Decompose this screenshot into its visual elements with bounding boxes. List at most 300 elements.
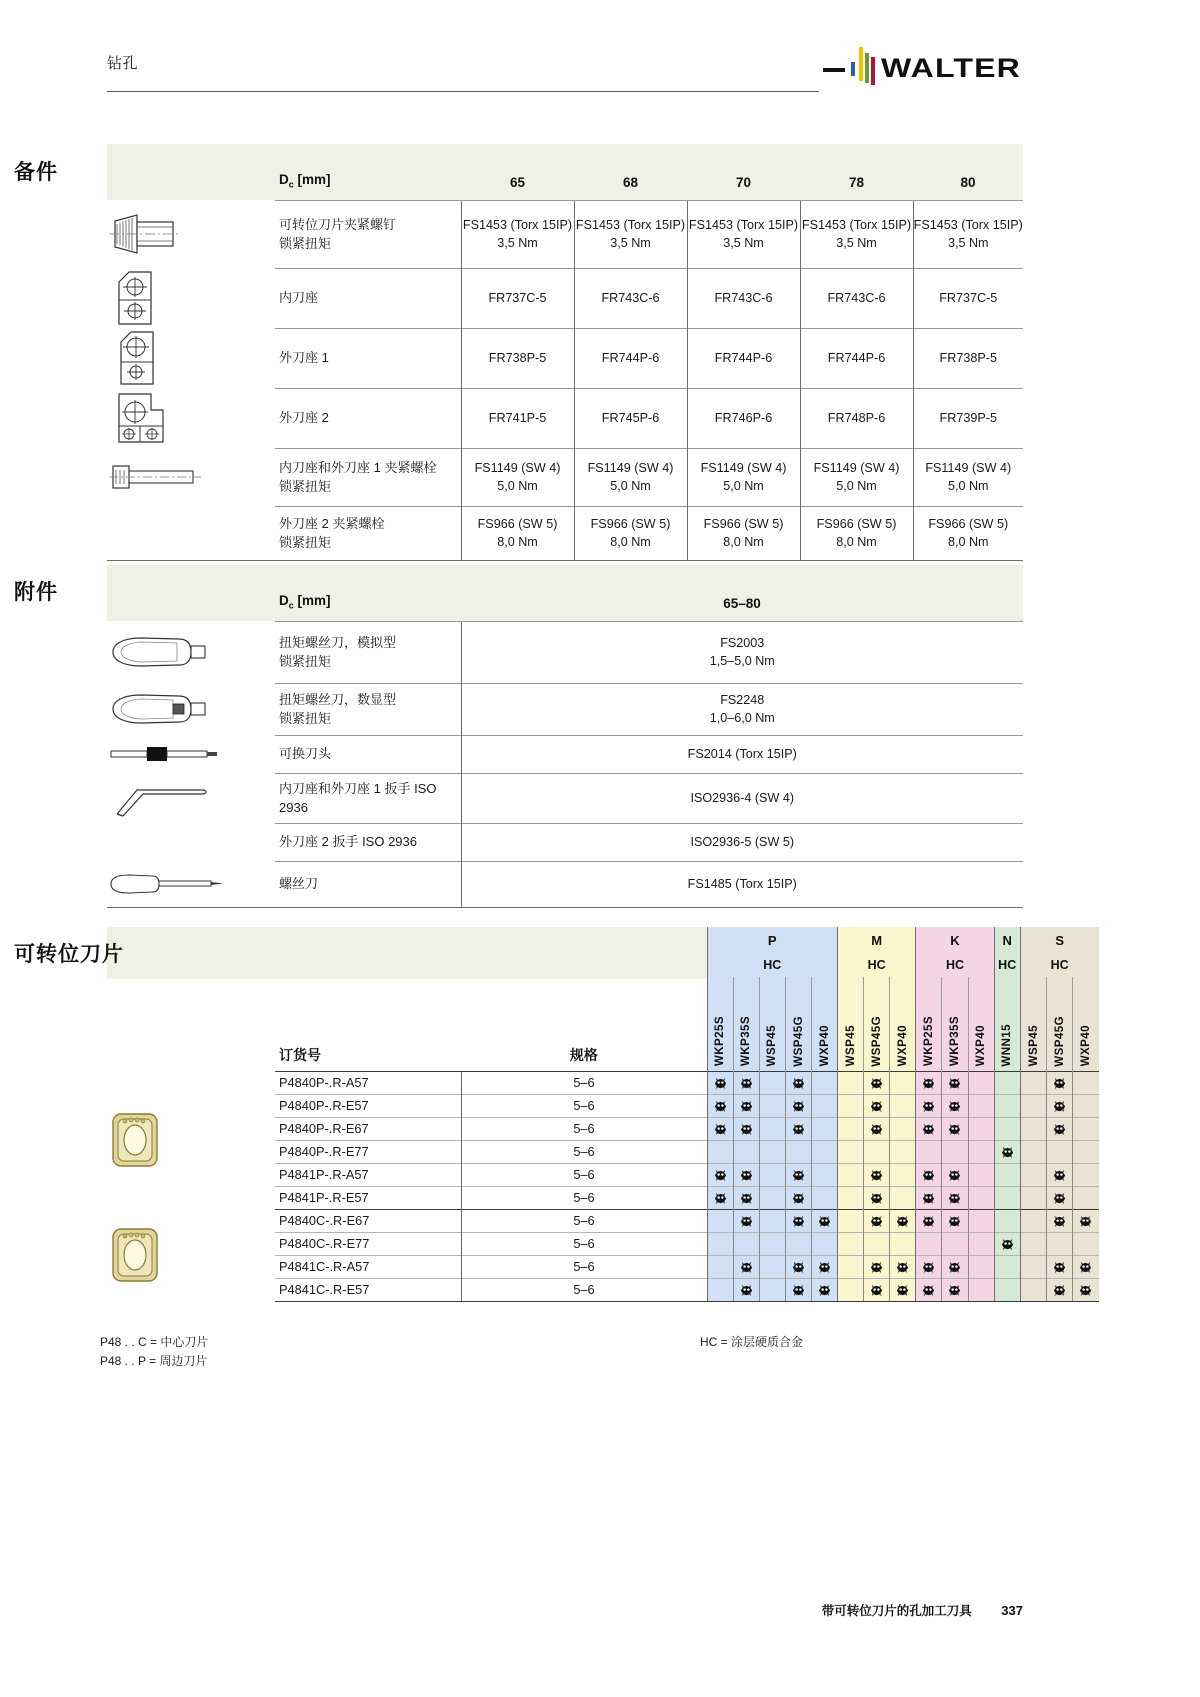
v2: 5,0 Nm [836, 479, 877, 493]
suitability-mark-icon [739, 1076, 754, 1091]
acc-desc-5-l1: 螺丝刀 [279, 876, 319, 892]
insert-mark-cell [733, 1278, 759, 1301]
spare-cell-5-3 [800, 506, 913, 560]
suitability-mark-icon [791, 1214, 806, 1229]
v: FS1149 (SW 4) [925, 460, 1012, 475]
v2: 3,5 Nm [723, 236, 764, 250]
insert-mark-cell [968, 1278, 994, 1301]
insert-mark-cell [759, 1071, 785, 1094]
suitability-mark-icon [1052, 1076, 1067, 1091]
insert-mark-cell [994, 1094, 1020, 1117]
spare-cell-3-3: FR748P-6 [800, 388, 913, 448]
spare-cell-1-3: FR743C-6 [800, 268, 913, 328]
insert-mark-cell [968, 1255, 994, 1278]
suitability-mark-icon [713, 1099, 728, 1114]
insert-mark-cell [916, 1278, 942, 1301]
v: FS1453 (Torx 15IP) [462, 217, 573, 232]
spare-row-desc-4-l2: 锁紧扭矩 [279, 479, 332, 494]
suitability-mark-icon [791, 1122, 806, 1137]
insert-mark-cell [785, 1278, 811, 1301]
insert-mark-cell [733, 1140, 759, 1163]
spare-cell-2-2: FR744P-6 [687, 328, 800, 388]
insert-grade-wsp45 [759, 977, 785, 1071]
spare-cell-2-3: FR744P-6 [800, 328, 913, 388]
suitability-mark-icon [1052, 1191, 1067, 1206]
insert-mark-cell [1020, 1163, 1046, 1186]
insert-grade-label: WKP35S [948, 1016, 962, 1067]
hc-spacer-order [275, 953, 461, 977]
spare-row-desc-0 [275, 200, 461, 268]
inserts-group-row [107, 927, 1099, 953]
spare-row-desc-5 [275, 506, 461, 560]
insert-group-s: S [1020, 927, 1098, 953]
insert-mark-cell [1072, 1094, 1098, 1117]
spare-cell-2-4: FR738P-5 [913, 328, 1023, 388]
suitability-mark-icon [869, 1076, 884, 1091]
insert-group-m: M [838, 927, 916, 953]
note-hc: HC = 涂层硬质合金 [700, 1335, 804, 1349]
insert-mark-cell [1046, 1163, 1072, 1186]
v: FS966 (SW 5) [928, 516, 1009, 531]
suitability-mark-icon [1078, 1283, 1093, 1298]
suitability-mark-icon [895, 1260, 910, 1275]
insert-group-m-sub: HC [838, 953, 916, 977]
v2: 5,0 Nm [723, 479, 764, 493]
v: FS1149 (SW 4) [813, 460, 900, 475]
countersunk-screw-cell [107, 200, 275, 268]
insert-mark-cell [785, 1186, 811, 1209]
acc-desc-3 [275, 773, 461, 823]
spare-row-5-icon-cell [107, 506, 275, 560]
insert-grade-wsp45g [864, 977, 890, 1071]
clamping-bolt-icon [107, 460, 247, 494]
insert-grade-wkp35s [733, 977, 759, 1071]
insert-mark-cell [968, 1163, 994, 1186]
grp-spacer-icon [107, 927, 275, 953]
v2: 5,0 Nm [610, 479, 651, 493]
suitability-mark-icon [869, 1214, 884, 1229]
insert-mark-cell [890, 1232, 916, 1255]
spec-header-label: 规格 [569, 1046, 598, 1063]
suitability-mark-icon [921, 1099, 936, 1114]
insert-mark-cell [916, 1117, 942, 1140]
spare-cell-1-0: FR737C-5 [461, 268, 574, 328]
insert-mark-cell [838, 1186, 864, 1209]
v: FS1453 (Torx 15IP) [801, 217, 912, 232]
clamping-bolt-cell [107, 448, 275, 506]
insert-grade-wkp35s [942, 977, 968, 1071]
suitability-mark-icon [869, 1099, 884, 1114]
suitability-mark-icon [869, 1260, 884, 1275]
insert-mark-cell [811, 1232, 837, 1255]
insert-mark-cell [759, 1232, 785, 1255]
insert-mark-cell [916, 1186, 942, 1209]
insert-mark-cell [994, 1163, 1020, 1186]
insert-mark-cell [916, 1255, 942, 1278]
insert-mark-cell [916, 1094, 942, 1117]
insert-spec: 5–6 [461, 1094, 707, 1117]
suitability-mark-icon [1052, 1122, 1067, 1137]
acc-desc-4-l1: 外刀座 2 扳手 ISO 2936 [279, 834, 417, 850]
insert-mark-cell [968, 1232, 994, 1255]
torque-screwdriver-analog-cell [107, 621, 275, 683]
insert-mark-cell [733, 1209, 759, 1232]
insert-group-n: N [994, 927, 1020, 953]
suitability-mark-icon [713, 1076, 728, 1091]
spare-cell-5-1 [574, 506, 687, 560]
v: FS1149 (SW 4) [700, 460, 787, 475]
insert-mark-cell [994, 1209, 1020, 1232]
insert-mark-cell [1046, 1140, 1072, 1163]
suitability-mark-icon [817, 1260, 832, 1275]
v2: 8,0 Nm [836, 535, 877, 549]
v: FS2003 [720, 635, 765, 650]
suitability-mark-icon [791, 1099, 806, 1114]
insert-spec: 5–6 [461, 1278, 707, 1301]
insert-mark-cell [759, 1163, 785, 1186]
spare-parts-header-spacer [107, 144, 275, 200]
spare-row-desc-5-l2: 锁紧扭矩 [279, 535, 332, 550]
suitability-mark-icon [713, 1168, 728, 1183]
suitability-mark-icon [739, 1260, 754, 1275]
insert-mark-cell [968, 1071, 994, 1094]
replaceable-bit-cell [107, 735, 275, 773]
inserts-title: 可转位刀片 [14, 943, 124, 966]
insert-mark-cell [707, 1209, 733, 1232]
spare-parts-table [107, 144, 1023, 561]
suitability-mark-icon [739, 1099, 754, 1114]
spare-cell-4-0 [461, 448, 574, 506]
spare-cell-5-0 [461, 506, 574, 560]
acc-value-4: ISO2936-5 (SW 5) [461, 823, 1023, 861]
insert-mark-cell [811, 1071, 837, 1094]
insert-order-no: P4840P-.R-E77 [275, 1140, 461, 1163]
insert-mark-cell [968, 1186, 994, 1209]
suitability-mark-icon [921, 1076, 936, 1091]
spare-row-desc-3-l1: 外刀座 2 [279, 410, 329, 426]
insert-mark-cell [864, 1186, 890, 1209]
inner-cartridge-icon [107, 270, 227, 326]
walter-logo [823, 45, 1023, 91]
insert-grade-wsp45g [1046, 977, 1072, 1071]
insert-mark-cell [864, 1117, 890, 1140]
v: FS1453 (Torx 15IP) [913, 217, 1023, 232]
insert-mark-cell [1046, 1186, 1072, 1209]
insert-mark-cell [838, 1071, 864, 1094]
footer-text: 带可转位刀片的孔加工刀具 [821, 1604, 972, 1618]
suitability-mark-icon [947, 1168, 962, 1183]
insert-row [107, 1071, 1099, 1094]
insert-mark-cell [994, 1255, 1020, 1278]
insert-mark-cell [707, 1117, 733, 1140]
spare-cell-4-4 [913, 448, 1023, 506]
accessories-header-spacer [107, 565, 275, 621]
insert-mark-cell [1072, 1071, 1098, 1094]
suitability-mark-icon [947, 1283, 962, 1298]
replaceable-bit-icon [107, 743, 237, 765]
insert-mark-cell [1020, 1232, 1046, 1255]
insert-mark-cell [1072, 1140, 1098, 1163]
suitability-mark-icon [1000, 1237, 1015, 1252]
insert-grade-wxp40 [1072, 977, 1098, 1071]
insert-mark-cell [707, 1186, 733, 1209]
page-footer [822, 1601, 1023, 1619]
insert-mark-cell [916, 1163, 942, 1186]
insert-mark-cell [707, 1094, 733, 1117]
v: FS1453 (Torx 15IP) [575, 217, 686, 232]
outer-cartridge-2-cell [107, 388, 275, 448]
insert-grade-wxp40 [968, 977, 994, 1071]
v2: 8,0 Nm [723, 535, 764, 549]
insert-square-c-icon-glyph [107, 1225, 163, 1285]
order-no-header-label: 订货号 [279, 1046, 321, 1063]
v: FS1149 (SW 4) [587, 460, 674, 475]
insert-order-no: P4841P-.R-E57 [275, 1186, 461, 1209]
insert-mark-cell [942, 1278, 968, 1301]
insert-mark-cell [838, 1209, 864, 1232]
insert-mark-cell [864, 1209, 890, 1232]
insert-mark-cell [811, 1186, 837, 1209]
spare-cell-2-1: FR744P-6 [574, 328, 687, 388]
acc-value-5: FS1485 (Torx 15IP) [461, 861, 1023, 907]
insert-mark-cell [864, 1278, 890, 1301]
insert-mark-cell [890, 1278, 916, 1301]
spare-col-65: 65 [461, 144, 574, 200]
insert-order-no: P4841C-.R-E57 [275, 1278, 461, 1301]
insert-mark-cell [864, 1071, 890, 1094]
suitability-mark-icon [947, 1214, 962, 1229]
insert-mark-cell [733, 1117, 759, 1140]
spare-row-desc-0-l1: 可转位刀片夹紧螺钉 [279, 216, 397, 232]
insert-grade-label: WXP40 [974, 1025, 988, 1067]
walter-logo-icon [823, 45, 1023, 91]
suitability-mark-icon [1000, 1145, 1015, 1160]
insert-order-no: P4840C-.R-E67 [275, 1209, 461, 1232]
insert-grade-label: WXP40 [895, 1025, 909, 1067]
insert-mark-cell [1020, 1255, 1046, 1278]
spare-cell-4-2 [687, 448, 800, 506]
insert-notes [100, 1333, 208, 1370]
insert-mark-cell [733, 1232, 759, 1255]
suitability-mark-icon [1052, 1168, 1067, 1183]
insert-mark-cell [890, 1117, 916, 1140]
insert-mark-cell [890, 1186, 916, 1209]
grp-spacer-order [275, 927, 461, 953]
insert-mark-cell [942, 1071, 968, 1094]
insert-mark-cell [1046, 1255, 1072, 1278]
insert-mark-cell [838, 1232, 864, 1255]
suitability-mark-icon [817, 1283, 832, 1298]
insert-mark-cell [759, 1186, 785, 1209]
acc-desc-1 [275, 683, 461, 735]
insert-grade-wsp45 [838, 977, 864, 1071]
insert-mark-cell [890, 1255, 916, 1278]
insert-group-k: K [916, 927, 994, 953]
insert-mark-cell [1020, 1071, 1046, 1094]
insert-grade-wxp40 [890, 977, 916, 1071]
insert-mark-cell [707, 1071, 733, 1094]
insert-mark-cell [785, 1117, 811, 1140]
torque-screwdriver-analog-icon [107, 635, 237, 669]
insert-order-no: P4840P-.R-E67 [275, 1117, 461, 1140]
suitability-mark-icon [1052, 1214, 1067, 1229]
insert-mark-cell [838, 1163, 864, 1186]
suitability-mark-icon [791, 1260, 806, 1275]
insert-mark-cell [942, 1255, 968, 1278]
insert-mark-cell [942, 1232, 968, 1255]
acc-value-0 [461, 621, 1023, 683]
outer-cartridge-1-cell [107, 328, 275, 388]
insert-grade-wsp45 [1020, 977, 1046, 1071]
spare-row-desc-4-l1: 内刀座和外刀座 1 夹紧螺栓 [279, 459, 437, 475]
spare-row-desc-3 [275, 388, 461, 448]
suitability-mark-icon [1052, 1099, 1067, 1114]
suitability-mark-icon [1052, 1260, 1067, 1275]
insert-order-no: P4841C-.R-A57 [275, 1255, 461, 1278]
insert-mark-cell [1046, 1117, 1072, 1140]
insert-grade-label: WKP25S [713, 1016, 727, 1067]
insert-spec: 5–6 [461, 1209, 707, 1232]
insert-mark-cell [1020, 1094, 1046, 1117]
acc-value-1 [461, 683, 1023, 735]
inserts-table [107, 927, 1099, 1302]
spare-col-78: 78 [800, 144, 913, 200]
spare-cell-0-2 [687, 200, 800, 268]
insert-mark-cell [707, 1140, 733, 1163]
insert-spec: 5–6 [461, 1232, 707, 1255]
spare-cell-2-0: FR738P-5 [461, 328, 574, 388]
insert-mark-cell [759, 1140, 785, 1163]
insert-mark-cell [864, 1163, 890, 1186]
suitability-mark-icon [713, 1122, 728, 1137]
insert-mark-cell [942, 1163, 968, 1186]
insert-grade-label: WSP45G [791, 1015, 805, 1067]
suitability-mark-icon [791, 1168, 806, 1183]
suitability-mark-icon [947, 1191, 962, 1206]
insert-mark-cell [916, 1209, 942, 1232]
insert-mark-cell [942, 1209, 968, 1232]
insert-spec: 5–6 [461, 1163, 707, 1186]
suitability-mark-icon [739, 1214, 754, 1229]
spare-cell-0-3 [800, 200, 913, 268]
insert-mark-cell [811, 1117, 837, 1140]
insert-mark-cell [994, 1186, 1020, 1209]
insert-mark-cell [1020, 1186, 1046, 1209]
v2: 5,0 Nm [497, 479, 538, 493]
insert-mark-cell [994, 1232, 1020, 1255]
insert-group-p: P [707, 927, 838, 953]
insert-mark-cell [1072, 1232, 1098, 1255]
insert-mark-cell [785, 1071, 811, 1094]
page-header-title: 钻孔 [107, 55, 139, 72]
v: FS1149 (SW 4) [474, 460, 561, 475]
hc-spacer-spec [461, 953, 707, 977]
insert-mark-cell [916, 1071, 942, 1094]
spare-cell-1-2: FR743C-6 [687, 268, 800, 328]
spare-cell-3-4: FR739P-5 [913, 388, 1023, 448]
insert-mark-cell [838, 1117, 864, 1140]
insert-spec: 5–6 [461, 1255, 707, 1278]
v2: 3,5 Nm [497, 236, 538, 250]
insert-mark-cell [916, 1140, 942, 1163]
suitability-mark-icon [921, 1260, 936, 1275]
spare-col-68: 68 [574, 144, 687, 200]
insert-mark-cell [759, 1117, 785, 1140]
hc-spacer-icon [107, 953, 275, 977]
insert-mark-cell [864, 1232, 890, 1255]
acc-desc-1-l1: 扭矩螺丝刀，数显型 [279, 691, 397, 707]
outer-cartridge-2-icon [107, 390, 227, 446]
insert-mark-cell [890, 1094, 916, 1117]
insert-mark-cell [1072, 1209, 1098, 1232]
v2: 8,0 Nm [610, 535, 651, 549]
insert-mark-cell [733, 1094, 759, 1117]
torque-screwdriver-digital-cell [107, 683, 275, 735]
insert-group-s-sub: HC [1020, 953, 1098, 977]
spare-row-desc-1-l1: 内刀座 [279, 290, 319, 306]
accessories-table-wrap [107, 565, 1023, 908]
dc-label-acc: $D_c$ [mm] [275, 565, 461, 621]
suitability-mark-icon [895, 1214, 910, 1229]
insert-mark-cell [942, 1186, 968, 1209]
insert-square-p-icon [107, 1071, 275, 1209]
insert-group-k-sub: HC [916, 953, 994, 977]
acc-desc-5 [275, 861, 461, 907]
insert-mark-cell [785, 1140, 811, 1163]
inserts-grade-row [107, 977, 1099, 1071]
insert-mark-cell [1072, 1163, 1098, 1186]
grade-spacer-icon [107, 977, 275, 1071]
insert-row [107, 1209, 1099, 1232]
v: FS2248 [720, 692, 765, 707]
inner-cartridge-cell [107, 268, 275, 328]
insert-mark-cell [968, 1117, 994, 1140]
insert-mark-cell [759, 1209, 785, 1232]
suitability-mark-icon [947, 1260, 962, 1275]
suitability-mark-icon [921, 1191, 936, 1206]
note-peripheral-insert: P48 . . P = 周边刀片 [100, 1353, 208, 1368]
insert-mark-cell [1046, 1278, 1072, 1301]
order-no-header [275, 977, 461, 1071]
suitability-mark-icon [921, 1214, 936, 1229]
v: FS966 (SW 5) [816, 516, 897, 531]
acc-desc-0 [275, 621, 461, 683]
inserts-hc-row [107, 953, 1099, 977]
insert-mark-cell [759, 1278, 785, 1301]
acc-desc-0-l2: 锁紧扭矩 [279, 654, 332, 669]
insert-mark-cell [942, 1094, 968, 1117]
acc-desc-2 [275, 735, 461, 773]
suitability-mark-icon [1078, 1260, 1093, 1275]
suitability-mark-icon [739, 1191, 754, 1206]
v2: 8,0 Nm [947, 535, 989, 549]
insert-mark-cell [916, 1232, 942, 1255]
insert-mark-cell [785, 1255, 811, 1278]
suitability-mark-icon [921, 1283, 936, 1298]
suitability-mark-icon [947, 1076, 962, 1091]
insert-mark-cell [707, 1163, 733, 1186]
insert-mark-cell [890, 1163, 916, 1186]
insert-mark-cell [733, 1163, 759, 1186]
suitability-mark-icon [713, 1191, 728, 1206]
insert-mark-cell [994, 1071, 1020, 1094]
insert-mark-cell [707, 1232, 733, 1255]
insert-mark-cell [838, 1255, 864, 1278]
insert-mark-cell [838, 1094, 864, 1117]
suitability-mark-icon [1078, 1214, 1093, 1229]
insert-mark-cell [733, 1071, 759, 1094]
suitability-mark-icon [947, 1099, 962, 1114]
